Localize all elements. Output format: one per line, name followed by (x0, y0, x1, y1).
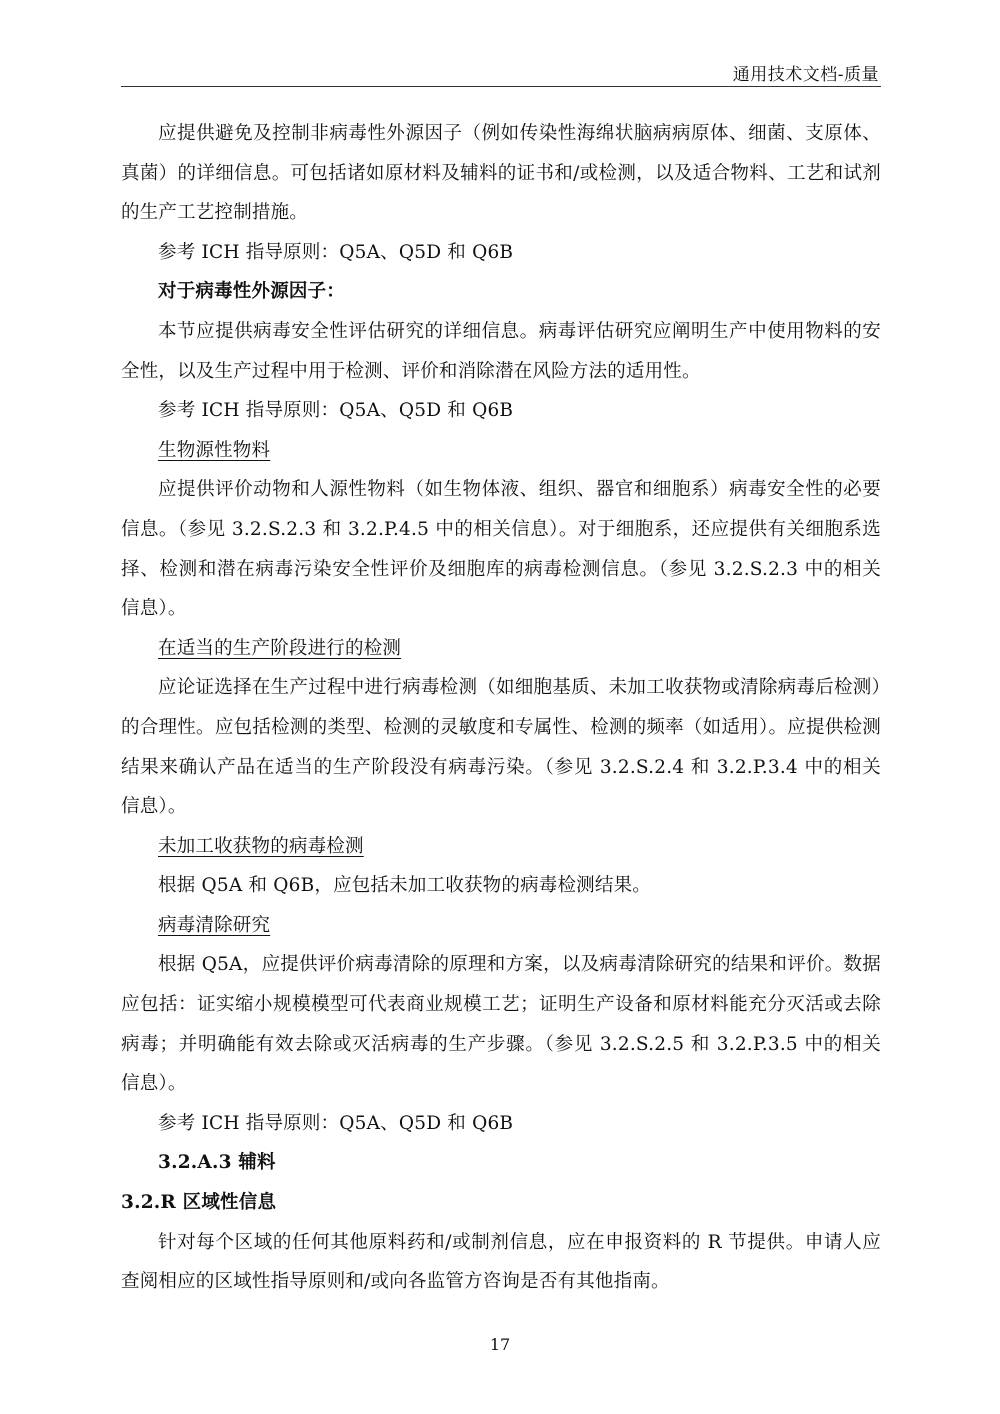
reference-ich: 参考 ICH 指导原则：Q5A、Q5D 和 Q6B (158, 241, 514, 263)
page-number: 17 (489, 1335, 511, 1354)
heading-regional-information: 3.2.R 区域性信息 (121, 1192, 277, 1214)
paragraph-unprocessed-bulk: 根据 Q5A 和 Q6B，应包括未加工收获物的病毒检测结果。 (158, 875, 651, 897)
heading-excipients: 3.2.A.3 辅料 (158, 1152, 276, 1174)
paragraph-biological-materials: 应提供评价动物和人源性物料（如生物体液、组织、器官和细胞系）病毒安全性的必要信息。（参见 3.2.S.2.3 和 3.2.P.4.5 中的相关信息）。对于细胞系，还应提供有关细胞系选择、检测和潜在病毒污染安全性评价及细胞库的病毒检测信息。（参见 3.2.S.2.3 中的相关信息）。 (121, 479, 881, 620)
subheading-biological-materials: 生物源性物料 (158, 439, 271, 461)
reference-ich: 参考 ICH 指导原则：Q5A、Q5D 和 Q6B (158, 1112, 514, 1134)
paragraph-viral-safety: 本节应提供病毒安全性评估研究的详细信息。病毒评估研究应阐明生产中使用物料的安全性，以及生产过程中用于检测、评价和消除潜在风险方法的适用性。 (121, 320, 881, 382)
subheading-unprocessed-bulk: 未加工收获物的病毒检测 (158, 835, 364, 857)
header-divider (121, 86, 881, 87)
paragraph-non-viral-agents: 应提供避免及控制非病毒性外源因子（例如传染性海绵状脑病病原体、细菌、支原体、真菌）的详细信息。可包括诸如原材料及辅料的证书和/或检测，以及适合物料、工艺和试剂的生产工艺控制措施。 (121, 123, 881, 224)
paragraph-testing-stages: 应论证选择在生产过程中进行病毒检测（如细胞基质、未加工收获物或清除病毒后检测）的合理性。应包括检测的类型、检测的灵敏度和专属性、检测的频率（如适用）。应提供检测结果来确认产品在适当的生产阶段没有病毒污染。（参见 3.2.S.2.4 和 3.2.P.3.4 中的相关信息）。 (121, 677, 881, 818)
subheading-viral-clearance: 病毒清除研究 (158, 914, 271, 936)
paragraph-regional-information: 针对每个区域的任何其他原料药和/或制剂信息，应在申报资料的 R 节提供。申请人应查阅相应的区域性指导原则和/或向各监管方咨询是否有其他指南。 (121, 1231, 881, 1293)
paragraph-viral-clearance: 根据 Q5A，应提供评价病毒清除的原理和方案，以及病毒清除研究的结果和评价。数据应包括：证实缩小规模模型可代表商业规模工艺；证明生产设备和原材料能充分灭活或去除病毒；并明确能有效去除或灭活病毒的生产步骤。（参见 3.2.S.2.5 和 3.2.P.3.5 中的相关信息）。 (121, 954, 881, 1095)
heading-viral-agents: 对于病毒性外源因子： (158, 281, 346, 303)
subheading-testing-stages: 在适当的生产阶段进行的检测 (158, 637, 402, 659)
reference-ich: 参考 ICH 指导原则：Q5A、Q5D 和 Q6B (158, 400, 514, 422)
header-title: 通用技术文档-质量 (732, 65, 879, 85)
document-body (121, 114, 881, 1302)
